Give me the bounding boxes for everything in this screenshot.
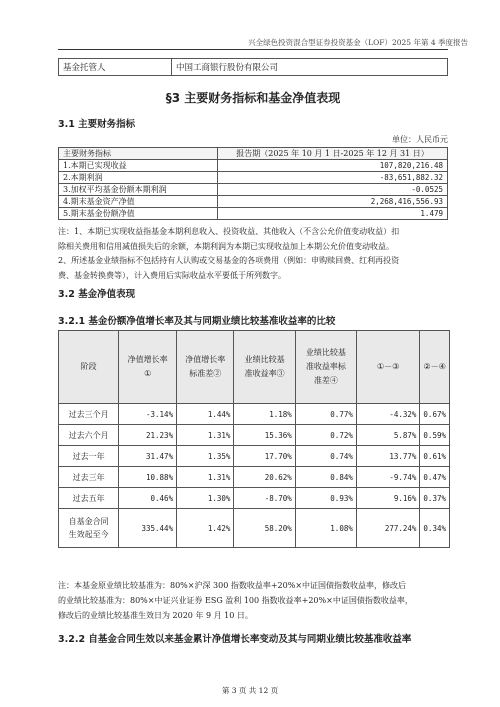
- financial-indicators-table: [58, 147, 448, 220]
- col-header-nav-std: [177, 331, 234, 404]
- header-text: 净值增长率: [185, 355, 226, 364]
- table-header-row: [59, 148, 448, 160]
- table-row: [59, 196, 448, 208]
- header-text: 业绩比较基: [244, 355, 285, 364]
- benchmark-note-line-3: 修改后的业绩比较基准生效日为 2020 年 9 月 10 日。: [58, 611, 253, 620]
- table-header-row: [59, 331, 450, 404]
- note-1: [58, 224, 453, 254]
- col-header-item: 主要财务指标: [59, 148, 218, 160]
- section-3-1-title: 3.1 主要财务指标: [58, 119, 136, 130]
- table-row: [59, 509, 450, 548]
- header-text: 准收益率标: [305, 362, 346, 371]
- col-header-benchmark-return: [234, 331, 295, 404]
- value-cell: 15.36%: [234, 425, 295, 446]
- table-row: [59, 446, 450, 467]
- benchmark-note: [58, 578, 453, 623]
- value-cell: -3.14%: [119, 404, 177, 425]
- note-1-line-2: 除相关费用和信用减值损失后的余额，本期利润为本期已实现收益加上本期公允价值变动收益。: [58, 242, 394, 251]
- value-cell: 0.46%: [119, 488, 177, 509]
- section-title: §3 主要财务指标和基金净值表现: [165, 91, 341, 105]
- period-cell: 过去三年: [59, 467, 119, 488]
- value-cell: 0.72%: [295, 425, 356, 446]
- value-cell: -8.70%: [234, 488, 295, 509]
- value-cell: 58.20%: [234, 509, 295, 548]
- header-text: ①: [144, 369, 152, 378]
- value-cell: 1.08%: [295, 509, 356, 548]
- period-text: 自基金合同: [68, 517, 109, 526]
- section-3-2-title: 3.2 基金净值表现: [58, 289, 136, 300]
- period-cell: 过去五年: [59, 488, 119, 509]
- note-1-line-1: 注：1、本期已实现收益指基金本期利息收入、投资收益、其他收入（不含公允价值变动收益）扣: [58, 227, 400, 236]
- value-cell: 17.70%: [234, 446, 295, 467]
- unit-label: 单位：人民币元: [392, 135, 448, 144]
- value-cell: 10.88%: [119, 467, 177, 488]
- indicator-label: 1.本期已实现收益: [59, 160, 218, 172]
- value-cell: 0.34%: [420, 509, 450, 548]
- value-cell: 1.30%: [177, 488, 234, 509]
- indicator-value: -83,651,882.32: [218, 172, 448, 184]
- table-row: [59, 467, 450, 488]
- value-cell: 31.47%: [119, 446, 177, 467]
- value-cell: 1.31%: [177, 425, 234, 446]
- indicator-value: 1.479: [218, 208, 448, 220]
- period-cell: 过去三个月: [59, 404, 119, 425]
- header-text: 标准差②: [189, 369, 222, 378]
- value-cell: 21.23%: [119, 425, 177, 446]
- value-cell: 0.59%: [420, 425, 450, 446]
- benchmark-note-line-2: 的业绩比较基准为：80%×中证兴业证券 ESG 盈利 100 指数收益率+20%×中证国债指数收益率，: [58, 596, 413, 605]
- col-header-benchmark-std: [295, 331, 356, 404]
- header-rule: [58, 49, 448, 50]
- indicator-value: -0.0525: [218, 184, 448, 196]
- value-cell: 0.67%: [420, 404, 450, 425]
- period-cell: 过去一年: [59, 446, 119, 467]
- col-header-period: 报告期（2025 年 10 月 1 日-2025 年 12 月 31 日）: [218, 148, 448, 160]
- col-header-diff-2-4: ②－④: [420, 331, 450, 404]
- header-text: 净值增长率: [127, 355, 168, 364]
- value-cell: 1.44%: [177, 404, 234, 425]
- value-cell: 1.31%: [177, 467, 234, 488]
- indicator-label: 4.期末基金资产净值: [59, 196, 218, 208]
- value-cell: 277.24%: [356, 509, 420, 548]
- custodian-table: [58, 58, 448, 76]
- section-3-2-2-title: 3.2.2 自基金合同生效以来基金累计净值增长率变动及其与同期业绩比较基准收益率: [58, 634, 412, 645]
- note-2-line-1: 2、所述基金业绩指标不包括持有人认购或交易基金的各项费用（例如：申购赎回费、红利再投资: [58, 256, 400, 265]
- indicator-label: 2.本期利润: [59, 172, 218, 184]
- value-cell: 0.37%: [420, 488, 450, 509]
- period-text: 生效起至今: [68, 530, 109, 539]
- page-number: 第 3 页 共 12 页: [221, 686, 279, 695]
- period-cell: [59, 509, 119, 548]
- value-cell: 0.61%: [420, 446, 450, 467]
- col-header-period: 阶段: [59, 331, 119, 404]
- value-cell: 5.87%: [356, 425, 420, 446]
- custodian-label: 基金托管人: [59, 59, 172, 76]
- col-header-diff-1-3: ①－③: [356, 331, 420, 404]
- value-cell: 13.77%: [356, 446, 420, 467]
- header-text: 业绩比较基: [305, 348, 346, 357]
- indicator-value: 2,268,416,556.93: [218, 196, 448, 208]
- value-cell: 1.18%: [234, 404, 295, 425]
- indicator-value: 107,820,216.48: [218, 160, 448, 172]
- note-2: [58, 253, 453, 283]
- value-cell: 0.84%: [295, 467, 356, 488]
- table-row: [59, 208, 448, 220]
- value-cell: 0.77%: [295, 404, 356, 425]
- indicator-label: 5.期末基金份额净值: [59, 208, 218, 220]
- period-cell: 过去六个月: [59, 425, 119, 446]
- value-cell: -4.32%: [356, 404, 420, 425]
- value-cell: 335.44%: [119, 509, 177, 548]
- table-row: [59, 425, 450, 446]
- nav-performance-table: [58, 330, 450, 548]
- table-row: [59, 184, 448, 196]
- value-cell: 0.93%: [295, 488, 356, 509]
- table-row: [59, 404, 450, 425]
- value-cell: 0.47%: [420, 467, 450, 488]
- note-2-line-2: 费、基金转换费等），计入费用后实际收益水平要低于所列数字。: [58, 271, 286, 280]
- table-row: [59, 488, 450, 509]
- value-cell: 20.62%: [234, 467, 295, 488]
- page-header-title: 兴全绿色投资混合型证券投资基金（LOF）2025 年第 4 季度报告: [248, 38, 468, 47]
- header-text: 准差④: [313, 376, 338, 385]
- value-cell: 1.35%: [177, 446, 234, 467]
- value-cell: 1.42%: [177, 509, 234, 548]
- table-row: [59, 172, 448, 184]
- value-cell: -9.74%: [356, 467, 420, 488]
- value-cell: 0.74%: [295, 446, 356, 467]
- custodian-value: 中国工商银行股份有限公司: [172, 59, 448, 76]
- table-row: [59, 160, 448, 172]
- benchmark-note-line-1: 注：本基金原业绩比较基准为：80%×沪深 300 指数收益率+20%×中证国债指数收益率，修改后: [58, 581, 407, 590]
- value-cell: 9.16%: [356, 488, 420, 509]
- section-3-2-1-title: 3.2.1 基金份额净值增长率及其与同期业绩比较基准收益率的比较: [58, 316, 336, 327]
- header-text: 准收益率③: [244, 369, 285, 378]
- col-header-nav-growth: [119, 331, 177, 404]
- indicator-label: 3.加权平均基金份额本期利润: [59, 184, 218, 196]
